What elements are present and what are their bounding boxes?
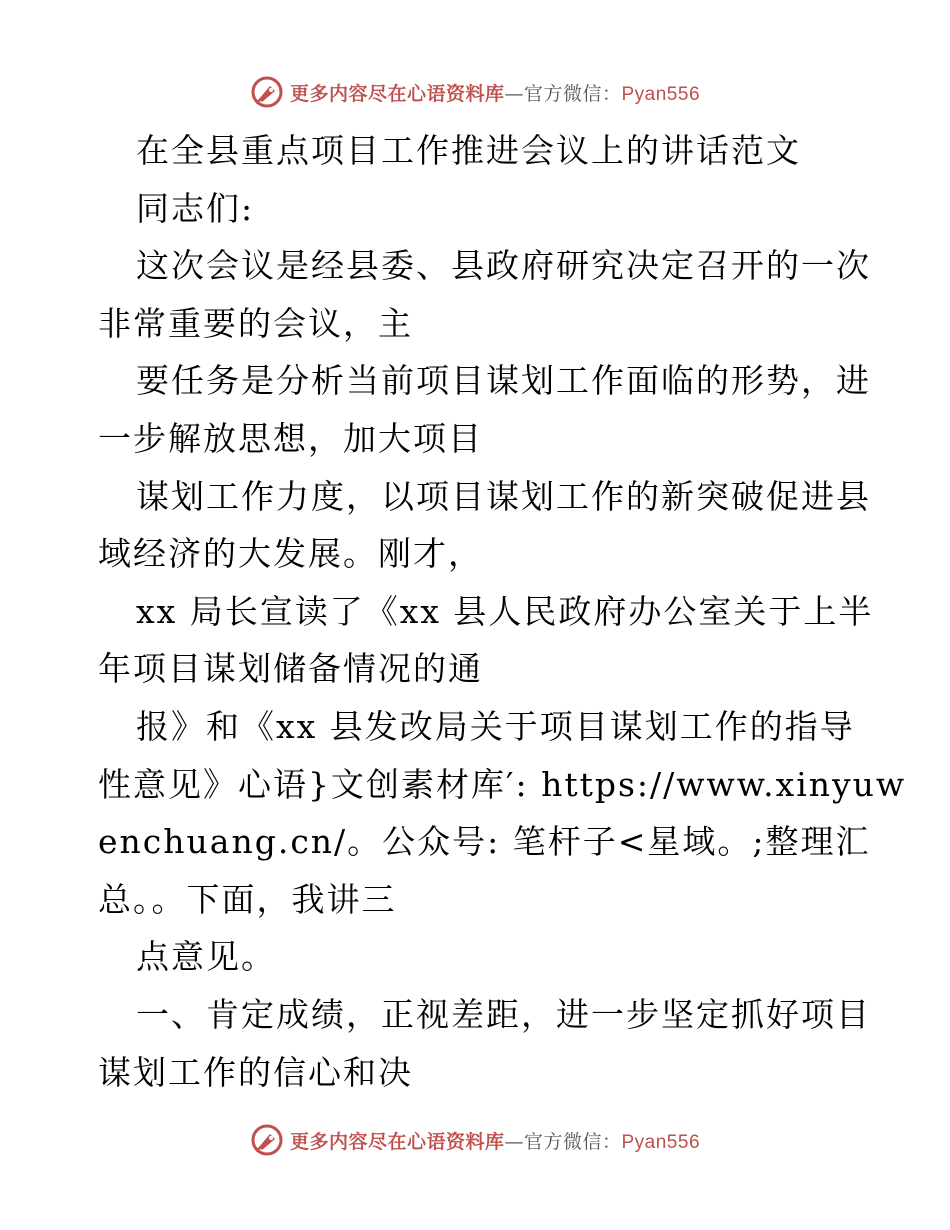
salutation: 同志们: (136, 188, 255, 228)
footer-watermark (0, 1120, 950, 1160)
watermark-brand: 更多内容尽在心语资料库 (289, 82, 505, 105)
body-line: 谋划工作力度，以项目谋划工作的新突破促进县 (136, 476, 871, 516)
pen-nib-logo-icon (250, 75, 284, 109)
body-line: 要任务是分析当前项目谋划工作面临的形势，进 (136, 361, 871, 401)
body-line: xx 局长宣读了《xx 县人民政府办公室关于上半 (136, 591, 874, 631)
body-line: 报》和《xx 县发改局关于项目谋划工作的指导 (136, 706, 855, 746)
body-line: 非常重要的会议，主 (98, 303, 413, 343)
watermark-wechat-id: Pyan556 (621, 1131, 701, 1153)
watermark-wechat-id: Pyan556 (621, 83, 701, 105)
pen-nib-logo-icon (250, 1123, 284, 1157)
body-line: 总。。下面，我讲三 (98, 879, 397, 919)
body-line: 谋划工作的信心和决 (98, 1052, 413, 1092)
body-line: 年项目谋划储备情况的通 (98, 649, 483, 689)
document-title: 在全县重点项目工作推进会议上的讲话范文 (136, 131, 801, 170)
document-body (98, 122, 907, 1101)
body-line: 一步解放思想，加大项目 (98, 418, 483, 458)
body-line: 域经济的大发展。刚才， (98, 534, 483, 574)
body-line: enchuang.cn/。公众号: 笔杆子<星域。;整理汇 (98, 822, 871, 862)
body-line: 这次会议是经县委、县政府研究决定召开的一次 (136, 246, 871, 286)
header-watermark (0, 72, 950, 112)
body-line: 性意见》心语}文创素材库′: https://www.xinyuw (98, 764, 907, 804)
watermark-label: —官方微信： (504, 82, 622, 105)
section-heading: 一、肯定成绩，正视差距，进一步坚定抓好项目 (136, 994, 871, 1034)
watermark-brand: 更多内容尽在心语资料库 (289, 1130, 505, 1153)
body-line: 点意见。 (136, 937, 276, 977)
watermark-label: —官方微信： (504, 1130, 622, 1153)
